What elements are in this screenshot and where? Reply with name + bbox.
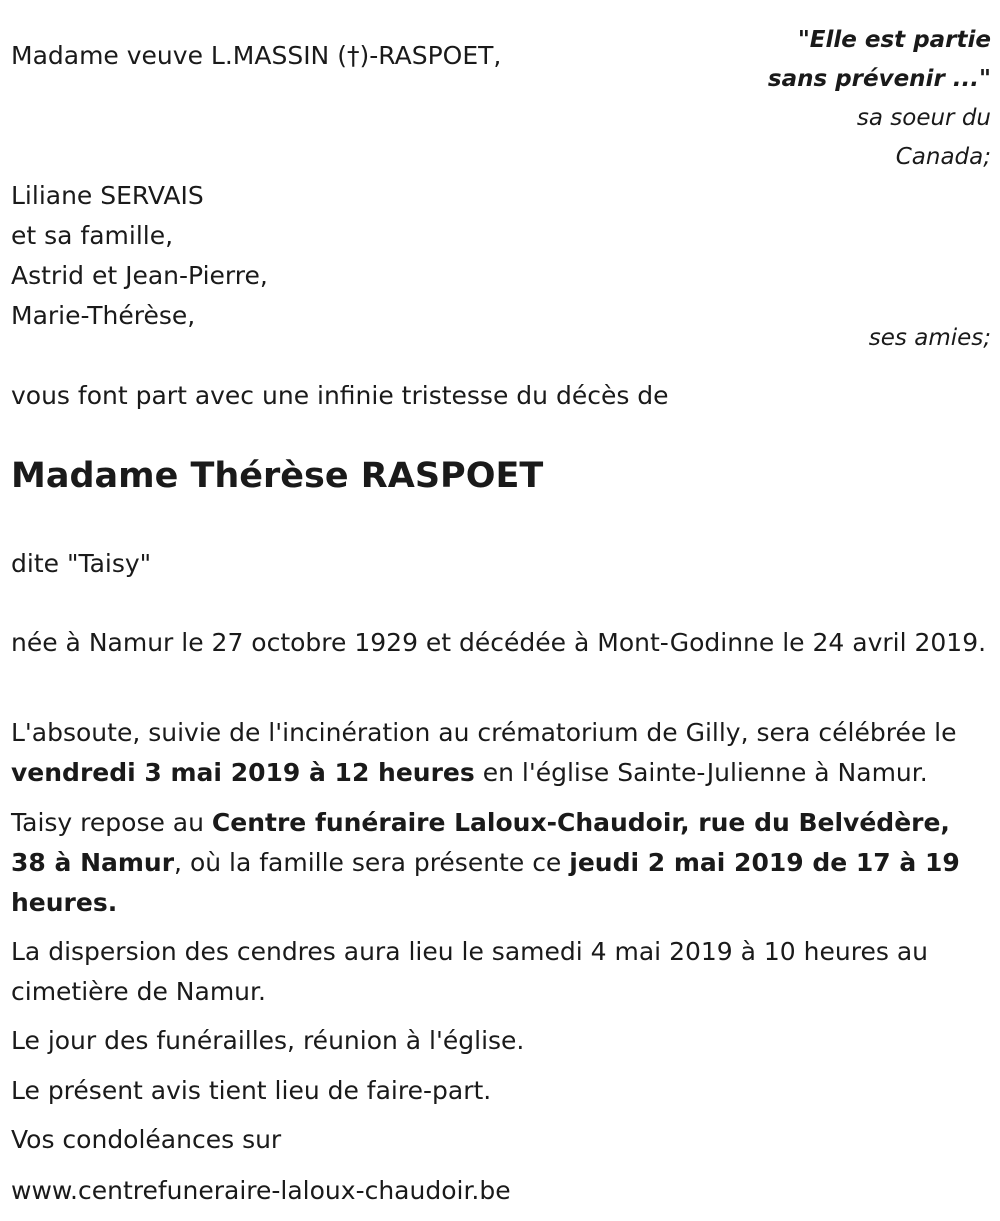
dispersion-paragraph <box>11 932 991 1012</box>
rest-text-1: Taisy repose au <box>11 808 212 837</box>
family-line: Astrid et Jean-Pierre, <box>11 261 268 290</box>
widow-line: Madame veuve L.MASSIN (†)-RASPOET, <box>11 41 502 70</box>
ceremony-text-2: en l'église Sainte-Julienne à Namur. <box>474 758 928 787</box>
website-link[interactable]: www.centrefuneraire-laloux-chaudoir.be <box>11 1176 511 1205</box>
obituary-notice <box>11 0 991 1221</box>
birth-death <box>11 623 991 663</box>
rest-paragraph <box>11 803 991 923</box>
family-line: et sa famille, <box>11 221 174 250</box>
ceremony-text-1: L'absoute, suivie de l'incinération au crématorium de Gilly, sera célébrée le <box>11 718 957 747</box>
announcement-line: vous font part avec une infinie tristesse du décès de <box>11 381 669 410</box>
sister-line-1: sa soeur du <box>856 105 991 131</box>
quote-block <box>768 21 991 177</box>
deceased-name: Madame Thérèse RASPOET <box>11 456 544 496</box>
ceremony-date: vendredi 3 mai 2019 à 12 heures <box>11 758 475 787</box>
funeral-day-line: Le jour des funérailles, réunion à l'église. <box>11 1026 525 1055</box>
quote-line-2: sans prévenir ..." <box>767 66 991 92</box>
nickname: dite "Taisy" <box>11 549 152 578</box>
family-line: Liliane SERVAIS <box>11 181 204 210</box>
condolences-label: Vos condoléances sur <box>11 1125 282 1154</box>
dispersion-text: La dispersion des cendres aura lieu le samedi 4 mai 2019 à 10 heures au cimetière de Namur. <box>11 937 928 1006</box>
quote-line-1: "Elle est partie <box>797 27 991 53</box>
family-relation: ses amies; <box>868 325 991 351</box>
sister-line-2: Canada; <box>895 144 991 170</box>
family-list <box>11 176 268 336</box>
rest-place: Centre funéraire Laloux-Chaudoir, rue du Belvédère, 38 à Namur <box>11 808 950 877</box>
family-line: Marie-Thérèse, <box>11 301 196 330</box>
ceremony-paragraph <box>11 713 991 793</box>
notice-line: Le présent avis tient lieu de faire-part. <box>11 1076 492 1105</box>
rest-time: jeudi 2 mai 2019 de 17 à 19 heures. <box>11 848 960 917</box>
birth-death-text: née à Namur le 27 octobre 1929 et décédée à Mont-Godinne le 24 avril 2019. <box>11 628 987 657</box>
rest-text-2: , où la famille sera présente ce <box>174 848 570 877</box>
